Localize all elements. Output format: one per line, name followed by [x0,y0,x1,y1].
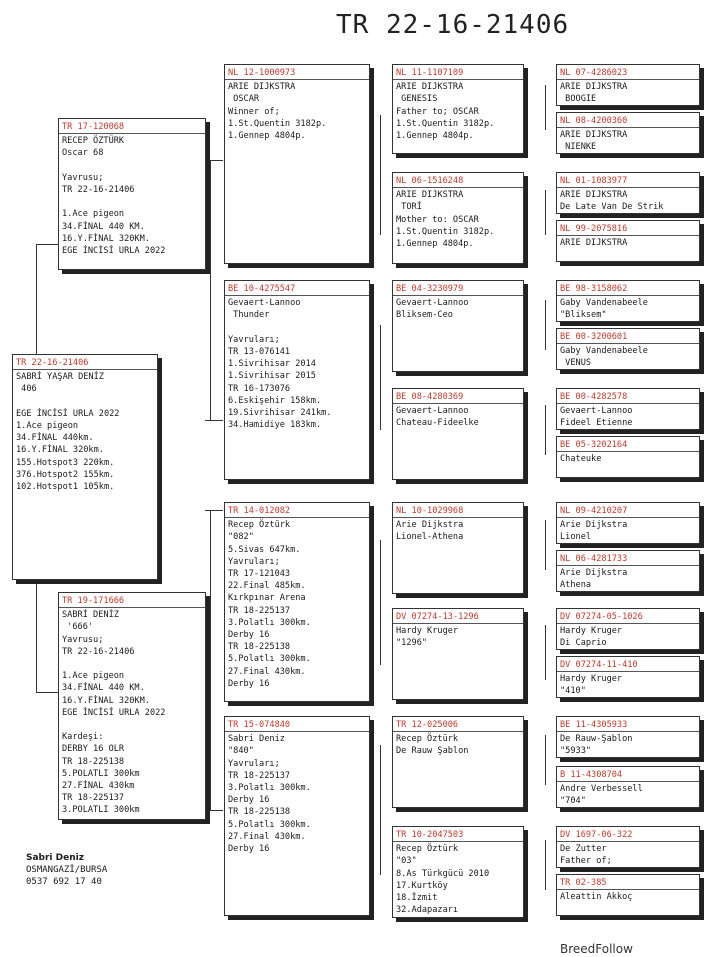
card-line: Aleattin Akkoç [560,892,633,903]
ring-number: BE 00-4282578 [557,391,699,404]
card-line: Hardy Kruger [560,626,623,637]
ring-number: BE 11-4305933 [557,719,699,732]
card-line: 3.POLATLI 300km [62,805,140,816]
card-line: ARIE DIJKSTRA [560,190,628,201]
card-line: 1.St.Quentin 3182p. [228,118,327,129]
card-line: 16.Y.FİNAL 320KM. [62,695,150,706]
card-line: 1.Gennep 4804p. [396,131,474,142]
connector [36,692,58,693]
card-line: Kırkpınar Arena [228,593,306,604]
card-line: "03" [396,856,417,867]
pedigree-card-dam-dam[interactable] [224,716,370,916]
card-line: 3.Polatlı 300km. [228,617,311,628]
card-line: Recep Öztürk [228,520,291,531]
pedigree-card-dds[interactable] [392,716,524,808]
pedigree-card-g8[interactable] [556,436,700,478]
card-line: Arie Dijkstra [560,520,628,531]
connector [36,580,37,692]
card-line [62,196,202,208]
card-line: Lionel [560,532,592,543]
ring-number: B 11-4308704 [557,769,699,782]
ring-number: TR 14-012082 [225,505,369,518]
card-line: Lionel-Athena [396,532,464,543]
card-line: De Rauw-Şablon [560,734,633,745]
ring-number: TR 19-171666 [59,595,205,608]
card-line: "704" [560,796,586,807]
card-line: Gevaert-Lannoo [396,406,469,417]
card-line: Gevaert-Lannoo [228,298,301,309]
pedigree-card-g13[interactable] [556,716,700,758]
card-line: "410" [560,686,586,697]
pedigree-card-dsd[interactable] [392,608,524,700]
pedigree-card-g3[interactable] [556,172,700,214]
card-line: Arie Dijkstra [560,568,628,579]
card-line: 5.Sivas 647km. [228,544,301,555]
card-line: TR 13-076141 [228,347,291,358]
ring-number: TR 15-074840 [225,719,369,732]
card-line: TR 22-16-21406 [62,185,135,196]
card-line: VENUS [560,358,592,369]
card-line: Yavrusu; [62,634,104,645]
card-line: BOOGIE [560,94,597,105]
ring-number: NL 09-4210207 [557,505,699,518]
card-line: 406 [16,384,37,395]
pedigree-card-ddd[interactable] [392,826,524,918]
pedigree-card-g6[interactable] [556,328,700,370]
pedigree-card-sds[interactable] [392,280,524,372]
card-line: TR 22-16-21406 [62,646,135,657]
card-line: "840" [228,746,254,757]
card-line: 1.Gennep 4804p. [396,239,474,250]
card-line: 1.Sivrihisar 2014 [228,359,316,370]
card-line: ARIE DIJKSTRA [396,82,464,93]
pedigree-card-subject[interactable] [12,354,158,580]
card-line: Kardeşi: [62,732,104,743]
card-line: Thunder [228,310,270,321]
ring-number: TR 02-385 [557,877,699,890]
pedigree-card-g12[interactable] [556,656,700,698]
card-line [62,658,202,670]
card-line: Chateuke [560,454,602,465]
pedigree-card-sdd[interactable] [392,388,524,480]
connector [545,520,546,570]
card-line [228,322,366,334]
ring-number: BE 10-4275547 [225,283,369,296]
card-line: NIENKE [560,142,597,153]
card-line: Arie Dijkstra [396,520,464,531]
card-line: Father of; [560,856,612,867]
card-line: Andre Verbessell [560,784,643,795]
card-line: SABRİ DENİZ [62,610,119,621]
card-line: 34.FİNAL 440 KM. [62,221,145,232]
card-line: 27.FİNAL 430km [62,781,135,792]
card-line: GENESIS [396,94,438,105]
pedigree-card-sire[interactable] [58,118,206,270]
card-line: 5.POLATLI 300km [62,768,140,779]
card-line: 1.Gennep 4804p. [228,131,306,142]
card-line: Derby 16 [228,630,270,641]
card-line: Gevaert-Lannoo [396,298,469,309]
card-line: 27.Final 430km. [228,831,306,842]
card-line: 155.Hotspot3 220km. [16,457,115,468]
card-line: 34.FİNAL 440km. [16,433,94,444]
card-line: Oscar 68 [62,148,104,159]
card-line: Hardy Kruger [396,626,459,637]
connector [545,85,546,130]
ring-number: DV 07274-11-410 [557,659,699,672]
ring-number: NL 12-1000973 [225,67,369,80]
connector [205,420,223,421]
connector [205,510,223,511]
card-line: 5.Polatlı 300km. [228,819,311,830]
card-line: TR 18-225138 [62,756,125,767]
connector [205,810,223,811]
ring-number: NL 06-1516248 [393,175,523,188]
card-line [62,160,202,172]
card-line: 6.Eskişehir 158km. [228,395,322,406]
card-line: Fideel Etienne [560,418,633,429]
card-line: Father to; OSCAR [396,106,479,117]
pedigree-card-g11[interactable] [556,608,700,650]
card-line: Derby 16 [228,678,270,689]
ring-number: BE 98-3158062 [557,283,699,296]
card-line: Yavruları; [228,556,280,567]
ring-number: BE 05-3202164 [557,439,699,452]
card-line: 22.Final 485km. [228,581,306,592]
connector [210,160,211,420]
card-line: 18.İzmit [396,893,438,904]
pedigree-card-g9[interactable] [556,502,700,544]
card-line: TR 18-225137 [62,793,125,804]
card-line: "Bliksem" [560,310,607,321]
ring-number: NL 10-1029968 [393,505,523,518]
card-line: '666' [62,622,94,633]
pedigree-card-g5[interactable] [556,280,700,322]
card-line: 34.FİNAL 440 KM. [62,683,145,694]
owner-phone: 0537 692 17 40 [26,877,102,887]
ring-number: BE 04-3230979 [393,283,523,296]
connector [210,510,211,810]
ring-number: NL 01-1083977 [557,175,699,188]
card-line: SABRİ YAŞAR DENİZ [16,372,104,383]
pedigree-card-g16[interactable] [556,874,700,916]
ring-number: DV 07274-05-1026 [557,611,699,624]
card-line: EGE İNCİSİ URLA 2022 [62,707,166,718]
card-line: 8.As Türkgücü 2010 [396,868,490,879]
card-line: DERBY 16 OLR [62,744,125,755]
pedigree-card-dam-sire[interactable] [224,502,370,702]
pedigree-card-g2[interactable] [556,112,700,154]
card-line: ARIE DIJKSTRA [560,130,628,141]
card-line: De Rauw Şablon [396,746,469,757]
connector [205,160,223,161]
ring-number: NL 06-4281733 [557,553,699,566]
connector [545,625,546,680]
pedigree-card-sss[interactable] [392,64,524,154]
card-line: 16.Y.FİNAL 320KM. [62,233,150,244]
pedigree-card-sire-dam[interactable] [224,280,370,480]
card-line: Yavruları; [228,334,280,345]
card-line: Mother to: OSCAR [396,214,479,225]
card-line: 1.St.Quentin 3182p. [396,226,495,237]
pedigree-card-dam[interactable] [58,592,206,820]
card-line: Hardy Kruger [560,674,623,685]
card-line: ARIE DIJKSTRA [396,190,464,201]
ring-number: NL 99-2075816 [557,223,699,236]
connector [380,745,381,875]
card-line: Sabri Deniz [228,734,285,745]
connector [36,244,37,356]
card-line: TORİ [396,202,422,213]
connector [380,540,381,665]
card-line: 1.Sivrihisar 2015 [228,371,316,382]
pedigree-card-g7[interactable] [556,388,700,430]
card-line: 34.Hamidiye 183km. [228,420,322,431]
card-line: TR 17-121043 [228,569,291,580]
owner-name: Sabri Deniz [26,853,84,863]
ring-number: NL 11-1107109 [393,67,523,80]
card-line: 16.Y.FİNAL 320km. [16,445,104,456]
card-line: ARIE DIJKSTRA [560,238,628,249]
card-line: 27.Final 430km. [228,666,306,677]
connector [545,405,546,455]
card-line: Chateau-Fideelke [396,418,479,429]
pedigree-card-ssd[interactable] [392,172,524,264]
pedigree-card-g15[interactable] [556,826,700,868]
card-line: 3.Polatlı 300km. [228,783,311,794]
card-line: Recep Öztürk [396,734,459,745]
ring-number: BE 08-4280369 [393,391,523,404]
connector [545,190,546,235]
card-line: 1.Ace pigeon [16,421,79,432]
pedigree-card-g4[interactable] [556,220,700,262]
card-line: TR 16-173076 [228,383,291,394]
card-line: Gaby Vandenabeele [560,346,648,357]
card-line: 5.Polatlı 300km. [228,654,311,665]
card-line: De Zutter [560,844,607,855]
card-line: 376.Hotspot2 155km. [16,469,115,480]
ring-number: TR 22-16-21406 [13,357,157,370]
connector [36,244,58,245]
card-line: Athena [560,580,592,591]
card-line: "082" [228,532,254,543]
card-line: 17.Kurtköy [396,880,448,891]
connector [545,840,546,890]
card-line: TR 18-225137 [228,605,291,616]
card-line [62,719,202,731]
connector [380,115,381,235]
pedigree-card-dss[interactable] [392,502,524,594]
card-line: EGE İNCİSİ URLA 2022 [62,246,166,257]
card-line: EGE İNCİSİ URLA 2022 [16,408,120,419]
card-line: Yavrusu; [62,172,104,183]
card-line: TR 18-225138 [228,807,291,818]
card-line: Gaby Vandenabeele [560,298,648,309]
ring-number: BE 00-3200601 [557,331,699,344]
card-line: TR 18-225137 [228,770,291,781]
card-line: 102.Hotspot1 105km. [16,482,115,493]
owner-info [26,852,107,888]
card-line: "1296" [396,638,428,649]
card-line: De Late Van De Strik [560,202,664,213]
card-line: "5933" [560,746,592,757]
pedigree-title: TR 22-16-21406 [336,10,570,40]
card-line: ARIE DIJKSTRA [560,82,628,93]
connector [545,735,546,785]
card-line: 1.St.Quentin 3182p. [396,118,495,129]
pedigree-card-g10[interactable] [556,550,700,592]
pedigree-card-g1[interactable] [556,64,700,106]
pedigree-card-sire-sire[interactable] [224,64,370,264]
card-line: Recep Öztürk [396,844,459,855]
card-line: Derby 16 [228,795,270,806]
card-line: Bliksem-Ceo [396,310,453,321]
card-line: TR 18-225138 [228,642,291,653]
brand-watermark: BreedFollow [560,942,633,956]
pedigree-card-g14[interactable] [556,766,700,808]
owner-location: OSMANGAZİ/BURSA [26,865,108,875]
ring-number: DV 1697-06-322 [557,829,699,842]
card-line [16,396,154,408]
card-line: Yavruları; [228,758,280,769]
card-line: Gevaert-Lannoo [560,406,633,417]
connector [545,300,546,350]
card-line: 32.Adapazarı [396,905,459,916]
ring-number: TR 17-120068 [59,121,205,134]
ring-number: TR 10-2047503 [393,829,523,842]
card-line: RECEP ÖZTÜRK [62,136,125,147]
ring-number: NL 08-4200360 [557,115,699,128]
connector [380,325,381,430]
card-line: Derby 16 [228,844,270,855]
card-line: ARIE DIJKSTRA [228,82,296,93]
card-line: Di Caprio [560,638,607,649]
card-line: 1.Ace pigeon [62,671,125,682]
card-line: OSCAR [228,94,260,105]
ring-number: TR 12-025006 [393,719,523,732]
card-line: 19.Sivrihisar 241km. [228,408,332,419]
card-line: Winner of; [228,106,280,117]
card-line: 1.Ace pigeon [62,209,125,220]
ring-number: NL 07-4286023 [557,67,699,80]
ring-number: DV 07274-13-1296 [393,611,523,624]
